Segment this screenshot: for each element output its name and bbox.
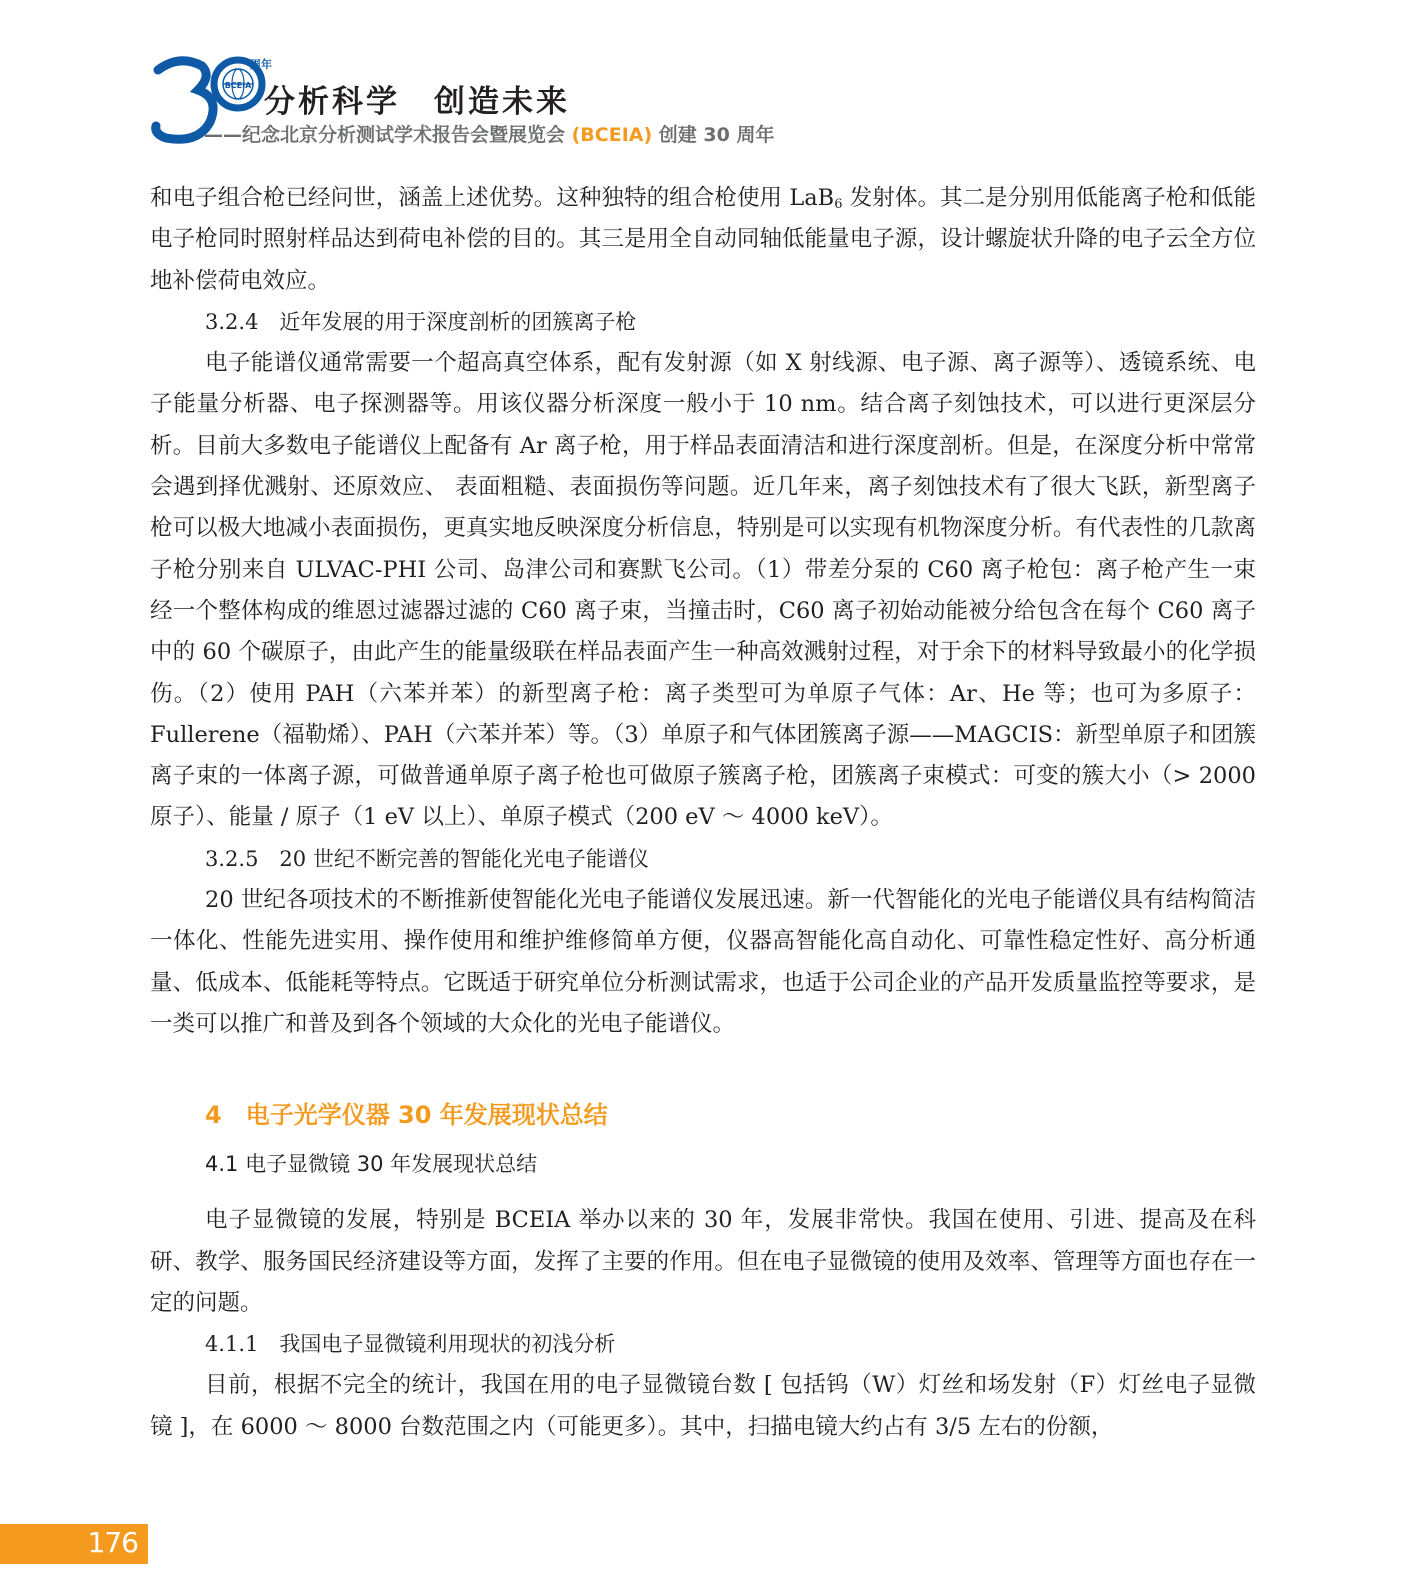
p1-subscript: 6 [834,197,843,212]
paragraph-em-development: 电子显微镜的发展，特别是 BCEIA 举办以来的 30 年，发展非常快。我国在使用、引进、提高及在科研、教学、服务国民经济建设等方面，发挥了主要的作用。但在电子显微镜的使用及效率、管理等方面也存在一定的问题。 [150,1207,1256,1316]
paragraph-continuation [150,178,1256,302]
page-number-tab [0,1524,148,1564]
page-number: 176 [87,1526,138,1559]
paragraph-em-usage: 目前，根据不完全的统计，我国在用的电子显微镜台数 [ 包括钨（W）灯丝和场发射（F）灯丝电子显微镜 ]，在 6000 ～ 8000 台数范围之内（可能更多）。其中，扫描电镜大约占有 3/5 左右的份额， [150,1372,1256,1440]
p1-part-b: 发射体。其二是分别用低能离子枪和低能电子枪同时照射样品达到荷电补偿的目的。其三是用全自动同轴低能量电子源，设计螺旋状升降的电子云全方位地补偿荷电效应。 [150,185,1256,294]
paragraph-cluster-ion-gun: 电子能谱仪通常需要一个超高真空体系，配有发射源（如 X 射线源、电子源、离子源等）、透镜系统、电子能量分析器、电子探测器等。用该仪器分析深度一般小于 10 nm。结合离子刻蚀技术，可以进行更深层分析。目前大多数电子能谱仪上配备有 Ar 离子枪，用于样品表面清洁和进行深度剖析。但是，在深度分析中常常会遇到择优溅射、还原效应、 表面粗糙、表面损伤等问题。近几年来，离子刻蚀技术有了很大飞跃，新型离子枪可以极大地减小表面损伤，更真实地反映深度分析信息，特别是可以实现有机物深度分析。有代表性的几款离子枪分别来自 ULVAC-PHI 公司、岛津公司和赛默飞公司。（1）带差分泵的 C60 离子枪包：离子枪产生一束经一个整体构成的维恩过滤器过滤的 C60 离子束，当撞击时，C60 离子初始动能被分给包含在每个 C60 离子中的 60 个碳原子，由此产生的能量级联在样品表面产生一种高效溅射过程，对于余下的材料导致最小的化学损伤。（2）使用 PAH（六苯并苯）的新型离子枪：离子类型可为单原子气体：Ar、He 等；也可为多原子：Fullerene（福勒烯）、PAH（六苯并苯）等。（3）单原子和气体团簇离子源——MAGCIS：新型单原子和团簇离子束的一体离子源，可做普通单原子离子枪也可做原子簇离子枪，团簇离子束模式：可变的簇大小（> 2000 原子）、能量 / 原子（1 eV 以上）、单原子模式（200 eV ～ 4000 keV）。 [150,350,1256,831]
header-subtitle [204,120,774,147]
section-4-1-title: 4.1 电子显微镜 30 年发展现状总结 [205,1152,538,1177]
subtitle-suffix: 创建 30 周年 [652,124,775,146]
heading-4-1-1: 4.1.1 我国电子显微镜利用现状的初浅分析 [205,1332,616,1357]
header-title: 分析科学 创造未来 [264,84,570,120]
page-header [150,52,870,152]
subtitle-highlight: (BCEIA) [571,124,653,146]
paragraph-smart-spectrometer: 20 世纪各项技术的不断推新使智能化光电子能谱仪发展迅速。新一代智能化的光电子能谱仪具有结构简洁一体化、性能先进实用、操作使用和维护维修简单方便，仪器高智能化高自动化、可靠性稳定性好、高分析通量、低成本、低能耗等特点。它既适于研究单位分析测试需求，也适于公司企业的产品开发质量监控等要求，是一类可以推广和普及到各个领域的大众化的光电子能谱仪。 [150,887,1256,1037]
subtitle-prefix: ——纪念北京分析测试学术报告会暨展览会 [204,124,572,146]
article-body [150,178,1256,1448]
logo-text: BCEIA [224,81,252,90]
anniversary-badge: 周年 [250,58,272,71]
section-4-title: 4 电子光学仪器 30 年发展现状总结 [205,1101,608,1130]
heading-3-2-5: 3.2.5 20 世纪不断完善的智能化光电子能谱仪 [205,846,649,871]
p1-part-a: 和电子组合枪已经问世，涵盖上述优势。这种独特的组合枪使用 LaB [150,185,835,211]
heading-3-2-4: 3.2.4 近年发展的用于深度剖析的团簇离子枪 [205,309,637,334]
